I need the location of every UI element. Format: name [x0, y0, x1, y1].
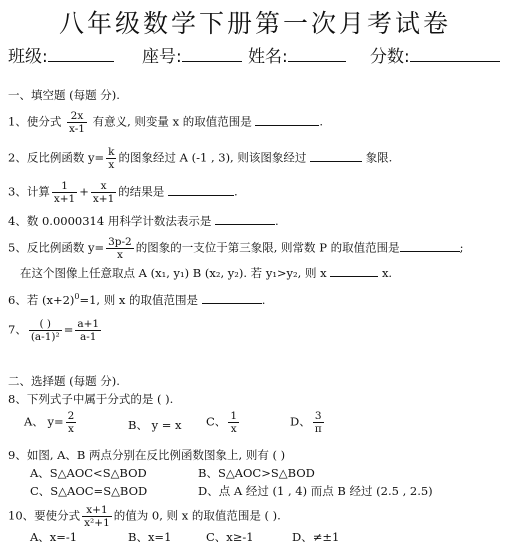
- question-5b: [20, 266, 392, 280]
- q5-post: 的图象的一支位于第三象限, 则常数 P 的取值范围是: [135, 240, 400, 255]
- q5-pre: 5、反比例函数 y=: [8, 240, 105, 255]
- question-5: [8, 236, 463, 261]
- q3-num2: x: [91, 180, 116, 193]
- q8-c-text: C、: [206, 414, 227, 429]
- q10-option-a: A、x=-1: [30, 530, 78, 544]
- section2-title: 二、选择题 (每题 分).: [8, 374, 120, 388]
- q1-num: 2x: [67, 110, 87, 123]
- q8-option-d: [290, 410, 326, 435]
- q1-pre: 1、使分式: [8, 114, 62, 129]
- q10-post: 的值为 0, 则 x 的取值范围是 ( ).: [113, 508, 281, 523]
- q3-fraction-1: [52, 180, 77, 205]
- name-label: 姓名:: [248, 47, 288, 67]
- q8-d-text: D、: [290, 414, 311, 429]
- q4-end: .: [274, 214, 279, 228]
- question-2: [8, 146, 392, 171]
- q3-plus: +: [79, 184, 89, 199]
- q8-d-den: π: [314, 423, 322, 435]
- q7-eq: =: [63, 322, 74, 337]
- question-8: 8、下列式子中属于分式的是 ( ).: [8, 392, 174, 406]
- q8-option-b: B、 y = x: [128, 418, 182, 432]
- q10-num: x+1: [82, 504, 112, 517]
- q7-den1: (a-1)²: [30, 331, 60, 343]
- q1-fraction: [67, 110, 87, 135]
- question-9: 9、如图, A、B 两点分别在反比例函数图象上, 则有 ( ): [8, 448, 286, 462]
- q8-d-fraction: [313, 410, 324, 435]
- score-blank: [410, 47, 500, 62]
- q2-end: 象限.: [365, 150, 393, 165]
- q5-den: x: [116, 249, 123, 261]
- name-field: [248, 42, 346, 67]
- q8-a-text: A、 y=: [24, 414, 64, 429]
- score-field: [370, 42, 500, 67]
- q1-post: 有意义, 则变量 x 的取值范围是: [92, 114, 252, 129]
- q1-end: .: [319, 114, 324, 129]
- q10-option-b: B、x=1: [128, 530, 172, 544]
- class-blank: [48, 47, 114, 62]
- class-field: [8, 42, 114, 67]
- section1-title: 一、填空题 (每题 分).: [8, 88, 120, 102]
- q5-end: ;: [459, 240, 464, 255]
- question-4: [8, 214, 279, 228]
- q1-den: x-1: [68, 123, 85, 135]
- q4-answer-blank: [215, 214, 275, 225]
- q3-num1: 1: [52, 180, 77, 193]
- q5b-answer-blank: [330, 266, 378, 277]
- q9-option-c: C、S△AOC=S△BOD: [30, 484, 148, 498]
- seat-field: [142, 42, 242, 67]
- q9-option-d: D、点 A 经过 (1 , 4) 而点 B 经过 (2.5 , 2.5): [198, 484, 433, 498]
- q7-num1: ( ): [29, 318, 62, 331]
- q1-answer-blank: [255, 115, 319, 126]
- q3-pre: 3、计算: [8, 184, 50, 199]
- q7-num2: a+1: [77, 318, 100, 330]
- q10-den: x²+1: [84, 517, 110, 529]
- seat-blank: [182, 47, 242, 62]
- q8-a-fraction: [66, 410, 77, 435]
- q2-answer-blank: [310, 151, 362, 162]
- q2-post: 的图象经过 A (-1 , 3), 则该图象经过: [118, 150, 307, 165]
- question-3: [8, 180, 238, 205]
- q3-post: 的结果是: [118, 184, 165, 199]
- q6-exponent: 0: [74, 292, 80, 301]
- q9-option-b: B、S△AOC>S△BOD: [198, 466, 315, 480]
- q8-option-c: [206, 410, 241, 435]
- q2-den: x: [108, 159, 115, 171]
- q6-pre: 6、若 (x+2): [8, 292, 75, 307]
- q7-pre: 7、: [8, 322, 27, 337]
- score-label: 分数:: [370, 47, 410, 67]
- name-blank: [288, 47, 346, 62]
- q5-fraction: [106, 236, 134, 261]
- q7-fraction-2: [75, 318, 101, 343]
- q6-answer-blank: [202, 293, 262, 304]
- q7-den2: a-1: [79, 331, 97, 343]
- q9-option-a: A、S△AOC<S△BOD: [30, 466, 147, 480]
- class-label: 班级:: [8, 47, 48, 67]
- q3-end: .: [233, 184, 238, 199]
- q5b-end: x.: [381, 266, 393, 280]
- q8-a-den: x: [67, 423, 74, 435]
- question-6: [8, 290, 265, 307]
- q3-den2: x+1: [92, 193, 115, 205]
- q3-answer-blank: [168, 185, 234, 196]
- q3-fraction-2: [91, 180, 116, 205]
- q5-answer-blank: [400, 241, 460, 252]
- q6-end: .: [261, 292, 266, 307]
- q8-c-fraction: [228, 410, 239, 435]
- q8-c-den: x: [230, 423, 237, 435]
- q8-d-num: 3: [313, 410, 324, 423]
- q2-pre: 2、反比例函数 y=: [8, 150, 105, 165]
- question-7: [8, 318, 103, 343]
- question-10: [8, 504, 281, 529]
- page-title: 八年级数学下册第一次月考试卷: [58, 9, 451, 38]
- q7-fraction-1: [29, 318, 62, 343]
- q8-a-num: 2: [67, 410, 75, 422]
- q2-fraction: [106, 146, 116, 171]
- q10-pre: 10、要使分式: [8, 508, 81, 523]
- q8-option-a: [24, 410, 78, 435]
- q5-num: 3p-2: [108, 236, 132, 248]
- seat-label: 座号:: [142, 47, 182, 67]
- q8-c-num: 1: [230, 410, 237, 422]
- q10-option-d: D、≠±1: [292, 530, 340, 544]
- q4-text: 4、数 0.0000314 用科学计数法表示是: [8, 214, 212, 228]
- q10-option-c: C、x≥-1: [206, 530, 254, 544]
- q2-num: k: [108, 146, 115, 158]
- q5b-text: 在这个图像上任意取点 A (x₁, y₁) B (x₂, y₂). 若 y₁>y₂, 则 x: [20, 266, 327, 280]
- q6-post: =1, 则 x 的取值范围是: [79, 292, 199, 307]
- question-1: [8, 110, 323, 135]
- q10-fraction: [82, 504, 112, 529]
- q3-den1: x+1: [53, 193, 76, 205]
